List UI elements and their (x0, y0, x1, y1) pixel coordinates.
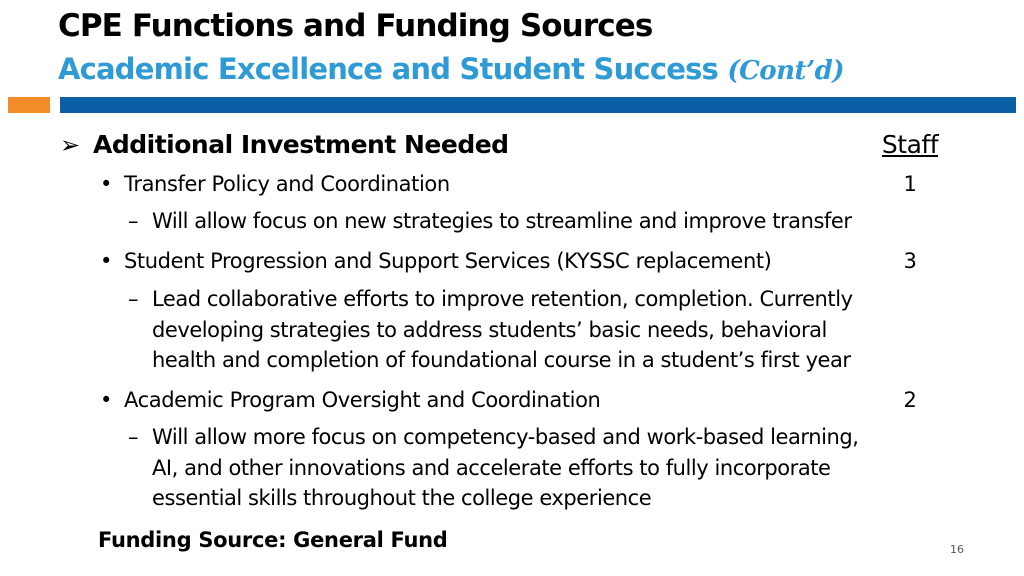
sub-item-text (152, 206, 852, 237)
arrow-bullet-icon: ➢ (60, 131, 81, 159)
staff-count: 2 (903, 388, 917, 412)
slide-title: CPE Functions and Funding Sources (58, 8, 653, 44)
item-label: Student Progression and Support Services (KYSSC replacement) (124, 249, 772, 273)
sub-line: Lead collaborative efforts to improve retention, completion. Currently (152, 287, 853, 311)
page-number: 16 (950, 543, 964, 556)
bullet-icon: • (100, 249, 112, 273)
section-heading: Additional Investment Needed (93, 130, 509, 159)
accent-bar-blue (60, 97, 1016, 113)
dash-icon: – (128, 287, 139, 311)
item-label: Academic Program Oversight and Coordination (124, 388, 601, 412)
dash-icon: – (128, 425, 139, 449)
sub-line: developing strategies to address students’ basic needs, behavioral (152, 317, 827, 342)
accent-bar-orange (8, 97, 50, 113)
subtitle-text: Academic Excellence and Student Success (58, 52, 719, 86)
staff-column-header: Staff (881, 130, 938, 159)
subtitle-suffix: (Cont’d) (727, 56, 845, 86)
sub-line: essential skills throughout the college experience (152, 486, 652, 510)
sub-line: AI, and other innovations and accelerate efforts to fully incorporate (152, 455, 831, 480)
sub-line: health and completion of foundational course in a student’s first year (152, 348, 851, 372)
sub-item-text (152, 422, 858, 514)
sub-line: Will allow focus on new strategies to streamline and improve transfer (152, 209, 852, 233)
dash-icon: – (128, 209, 139, 233)
funding-source: Funding Source: General Fund (98, 528, 448, 552)
item-label: Transfer Policy and Coordination (124, 172, 450, 196)
bullet-icon: • (100, 172, 112, 196)
staff-count: 1 (903, 172, 917, 196)
heading-row (60, 127, 950, 163)
staff-count: 3 (903, 249, 917, 273)
bullet-icon: • (100, 388, 112, 412)
sub-line: Will allow more focus on competency-based and work-based learning, (152, 425, 859, 449)
slide-subtitle (58, 50, 844, 90)
sub-item-text (152, 284, 853, 376)
